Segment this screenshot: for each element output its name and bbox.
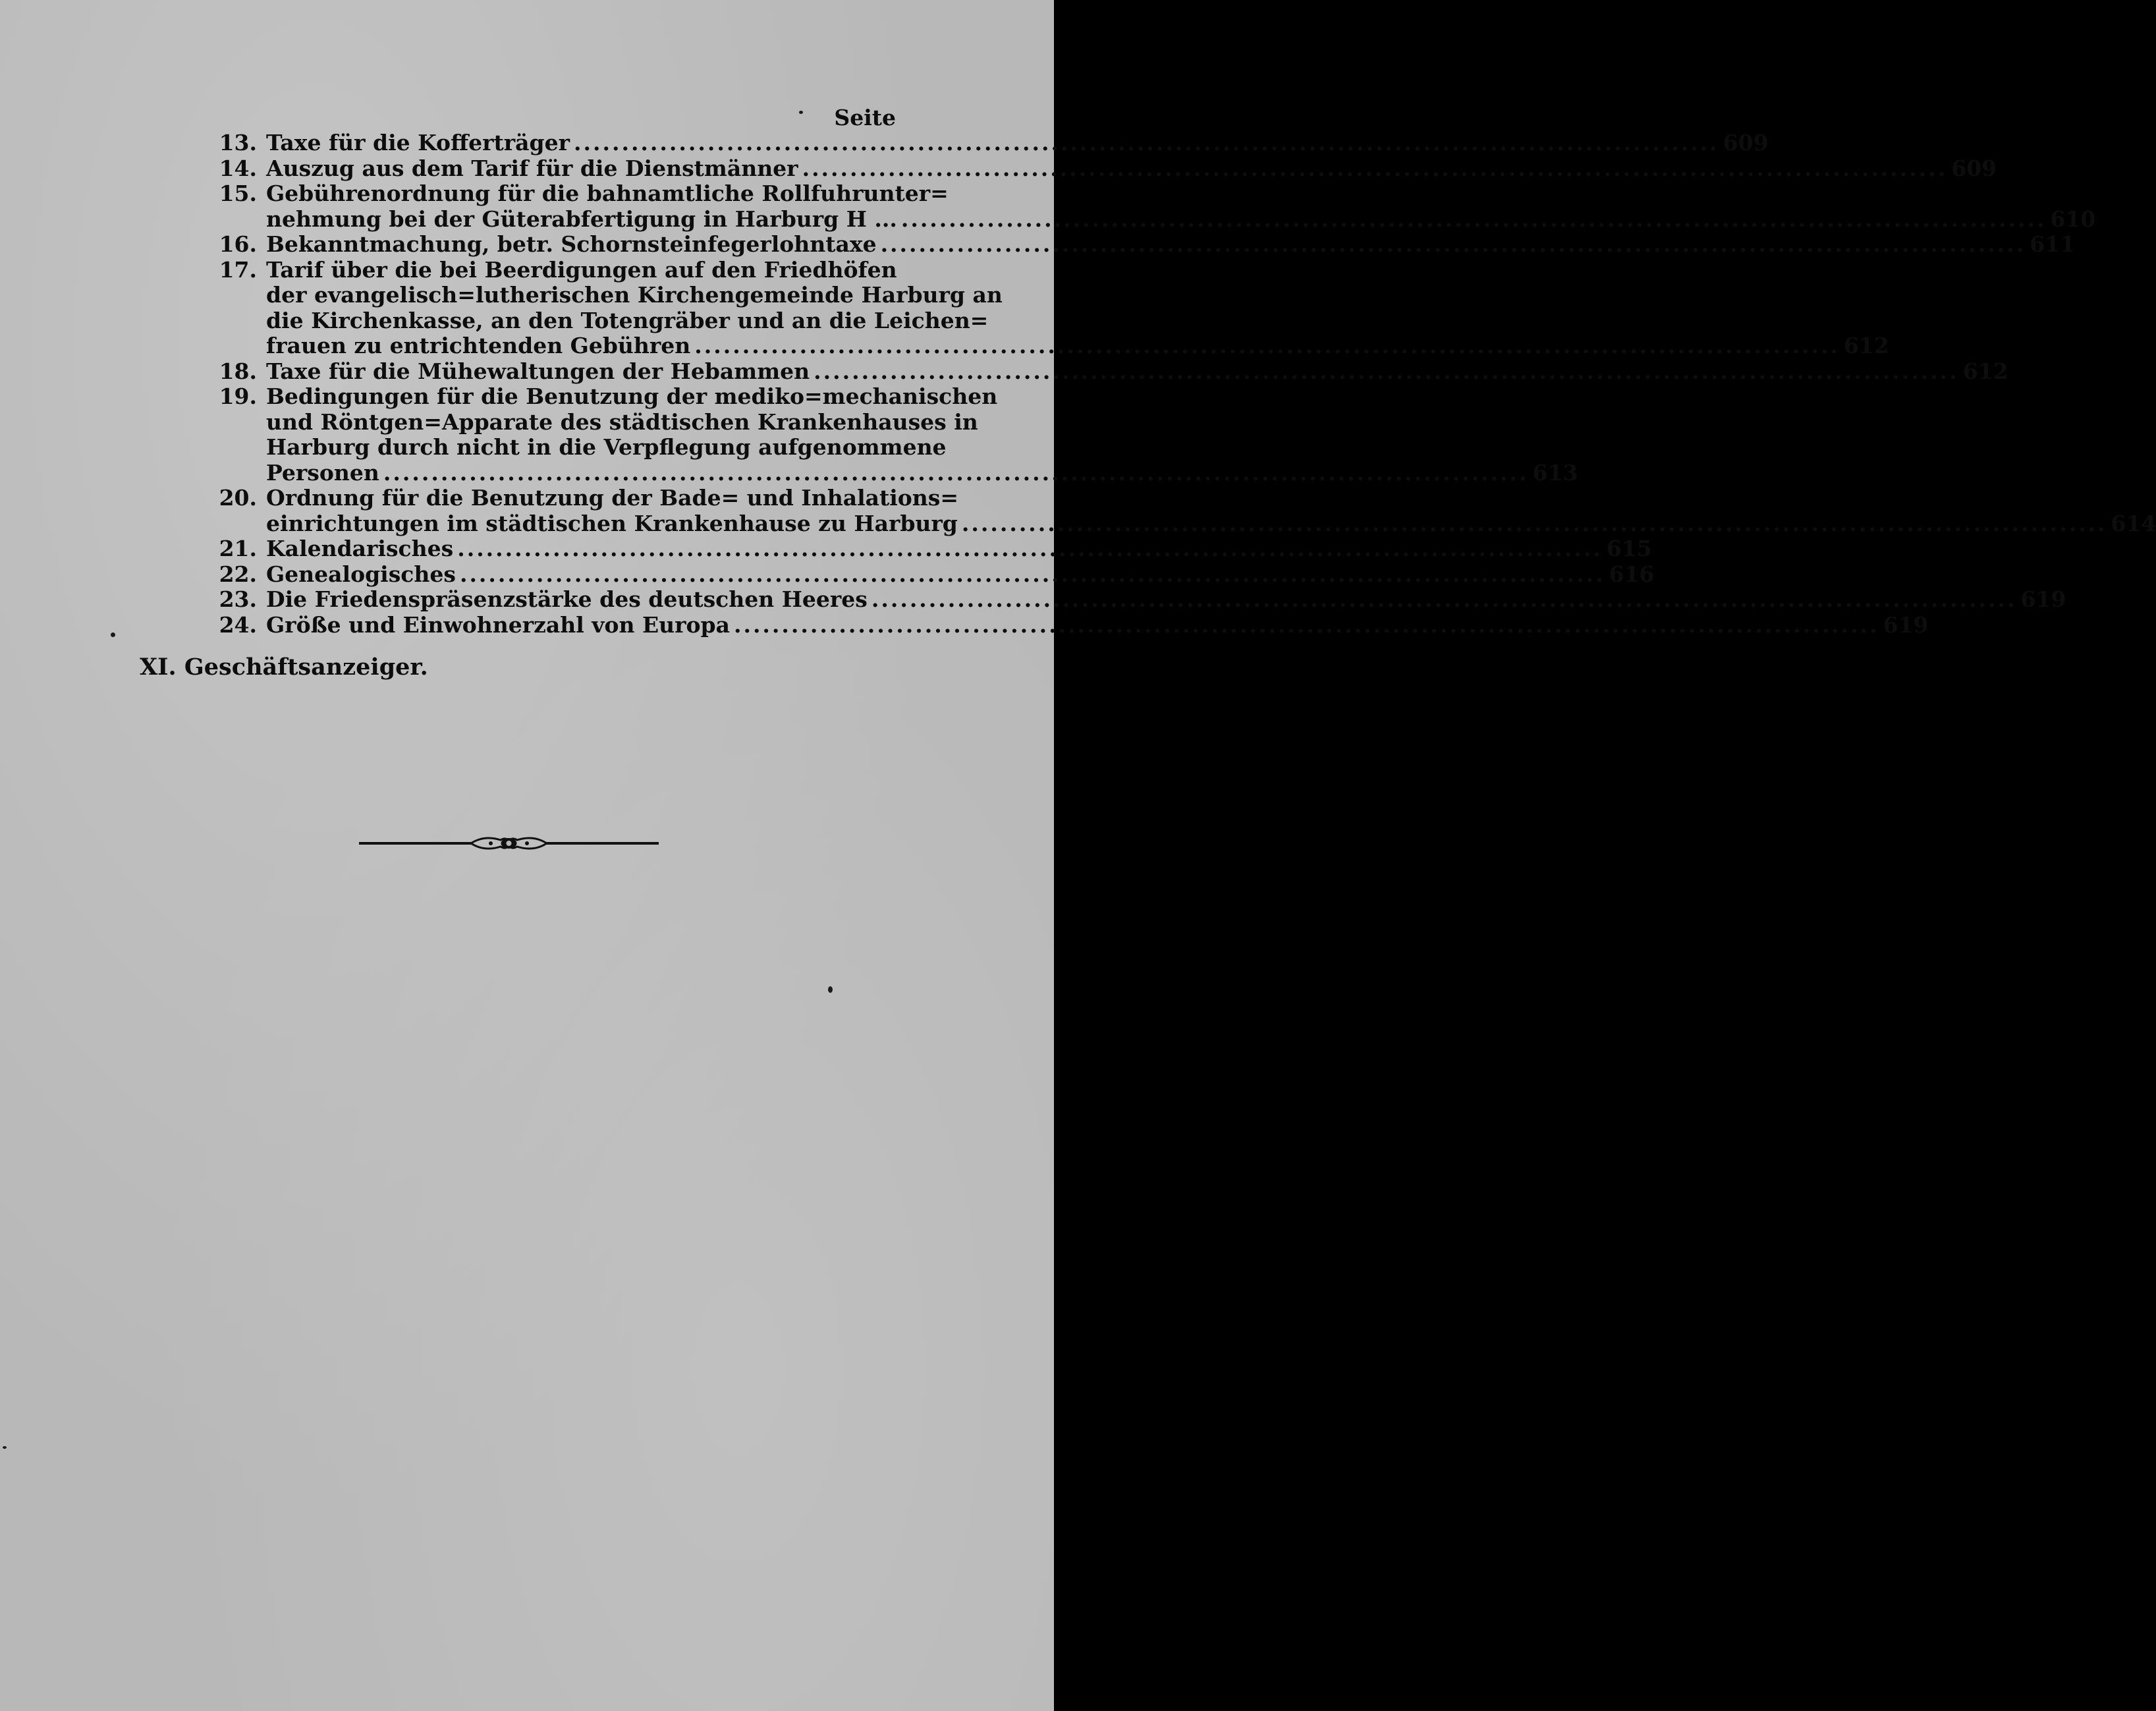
entry-title bbox=[266, 155, 1997, 182]
entry-line bbox=[266, 256, 897, 283]
toc-entry bbox=[212, 611, 1929, 638]
entry-line-text: Auszug aus dem Tarif für die Dienstmänner bbox=[266, 155, 798, 181]
dot-leader: ........................................................................................................................ bbox=[802, 155, 1948, 181]
page-number: 613 bbox=[1532, 459, 1578, 486]
toc-entry bbox=[212, 485, 2156, 536]
dot-leader: ........................................................................................................................ bbox=[574, 130, 1719, 155]
entry-line-text: nehmung bei der Güterabfertigung in Harburg H ... bbox=[266, 206, 897, 232]
entry-number: 22. bbox=[219, 561, 257, 587]
dot-leader: ........................................................................................................................ bbox=[457, 536, 1603, 561]
entry-title bbox=[266, 231, 2076, 258]
entry-number: 19. bbox=[219, 383, 257, 409]
entry-line bbox=[266, 408, 978, 435]
entry-line bbox=[266, 181, 949, 207]
entry-line-text: Taxe für die Kofferträger bbox=[266, 130, 570, 155]
entry-line-text: die Kirchenkasse, an den Totengräber und an die Leichen= bbox=[266, 307, 989, 333]
entry-line bbox=[266, 130, 1769, 156]
ink-speck bbox=[3, 1446, 7, 1449]
dot-leader: ........................................................................................................................ bbox=[694, 333, 1840, 358]
entry-number: 23. bbox=[219, 586, 257, 612]
entry-title bbox=[266, 383, 1578, 486]
toc-entry bbox=[212, 181, 2096, 232]
entry-number: 20. bbox=[219, 485, 257, 511]
toc-entry bbox=[212, 536, 1652, 562]
dot-leader: ........................................................................................................................ bbox=[880, 231, 2026, 257]
entry-title bbox=[266, 181, 2096, 232]
section-heading-xi: XI. Geschäftsanzeiger. bbox=[140, 654, 428, 681]
entry-line-text: Taxe für die Mühewaltungen der Hebammen bbox=[266, 358, 810, 384]
page-number: 609 bbox=[1723, 130, 1769, 155]
entry-line bbox=[266, 383, 998, 410]
entry-line bbox=[266, 536, 1652, 562]
entry-line-text: Personen bbox=[266, 459, 379, 486]
page-number: 610 bbox=[2050, 206, 2096, 232]
dot-leader: ........................................................................................................................ bbox=[871, 586, 2017, 612]
entry-line bbox=[266, 155, 1997, 182]
entry-title bbox=[266, 611, 1929, 638]
entry-title bbox=[266, 586, 2066, 613]
page-number: 612 bbox=[1843, 333, 1889, 358]
page-number: 609 bbox=[1951, 155, 1997, 181]
entry-line bbox=[266, 358, 2008, 385]
dot-leader: ........................................................................................................................ bbox=[459, 561, 1605, 587]
page-number: 615 bbox=[1606, 536, 1652, 561]
entry-title bbox=[266, 561, 1655, 588]
entry-number: 17. bbox=[219, 256, 257, 283]
entry-line bbox=[266, 206, 2096, 233]
entry-title bbox=[266, 536, 1652, 562]
entry-line-text: und Röntgen=Apparate des städtischen Krankenhauses in bbox=[266, 408, 978, 435]
entry-number: 16. bbox=[219, 231, 257, 257]
ink-speck bbox=[828, 986, 833, 993]
entry-line-text: Ordnung für die Benutzung der Bade= und Inhalations= bbox=[266, 485, 959, 511]
entry-title bbox=[266, 256, 1889, 359]
entry-number: 15. bbox=[219, 181, 257, 206]
table-of-contents bbox=[212, 105, 2156, 638]
entry-line-text: Bedingungen für die Benutzung der mediko=mechanischen bbox=[266, 383, 998, 409]
entry-title bbox=[266, 485, 2156, 536]
entry-line-text: einrichtungen im städtischen Krankenhause zu Harburg bbox=[266, 510, 958, 536]
entry-line bbox=[266, 611, 1929, 638]
page-number: 619 bbox=[2020, 586, 2066, 612]
entry-line-text: Harburg durch nicht in die Verpflegung aufgenommene bbox=[266, 434, 947, 460]
toc-entry bbox=[212, 256, 1889, 359]
entry-line-text: Bekanntmachung, betr. Schornsteinfegerlohntaxe bbox=[266, 231, 877, 257]
ink-speck bbox=[799, 111, 803, 114]
entry-line-text: Tarif über die bei Beerdigungen auf den Friedhöfen bbox=[266, 256, 897, 283]
entry-line bbox=[266, 510, 2156, 537]
entry-line bbox=[266, 485, 959, 511]
dot-leader: ........................................................................................................................ bbox=[383, 459, 1529, 486]
toc-entry bbox=[212, 231, 2076, 258]
entry-line-text: Kalendarisches bbox=[266, 536, 454, 561]
dot-leader: ........................................................................................................................ bbox=[814, 358, 1959, 384]
seite-column-header: Seite bbox=[834, 105, 896, 130]
dot-leader: ........................................................................................................................ bbox=[733, 611, 1879, 638]
entry-number: 21. bbox=[219, 536, 257, 561]
entry-line-text: frauen zu entrichtenden Gebühren bbox=[266, 333, 691, 358]
decorative-divider bbox=[359, 827, 659, 860]
entry-line bbox=[266, 307, 989, 334]
entry-line bbox=[266, 333, 1889, 359]
page-number: 611 bbox=[2030, 231, 2076, 257]
page-number: 619 bbox=[1883, 611, 1929, 638]
toc-entry bbox=[212, 561, 1655, 588]
toc-entry bbox=[212, 586, 2066, 613]
entry-number: 18. bbox=[219, 358, 257, 384]
toc-entry bbox=[212, 155, 1997, 182]
dot-leader: ........................................................................................................................ bbox=[900, 206, 2047, 232]
toc-entry bbox=[212, 358, 2008, 385]
entry-line bbox=[266, 434, 947, 461]
entry-number: 24. bbox=[219, 611, 257, 638]
entry-title bbox=[266, 358, 2008, 385]
dot-leader: ........................................................................................................................ bbox=[961, 510, 2107, 536]
entry-number: 13. bbox=[219, 130, 257, 155]
entry-line-text: Genealogisches bbox=[266, 561, 456, 587]
page-number: 612 bbox=[1962, 358, 2008, 384]
entry-line bbox=[266, 586, 2066, 613]
entry-number: 14. bbox=[219, 155, 257, 181]
ink-speck bbox=[111, 632, 115, 637]
entry-line-text: Größe und Einwohnerzahl von Europa bbox=[266, 611, 730, 638]
entry-line bbox=[266, 231, 2076, 258]
toc-entry bbox=[212, 130, 1769, 156]
entry-line bbox=[266, 459, 1578, 486]
page-number: 614 bbox=[2111, 510, 2156, 536]
entry-line-text: Die Friedenspräsenzstärke des deutschen Heeres bbox=[266, 586, 868, 612]
entry-line bbox=[266, 282, 1003, 308]
entry-title bbox=[266, 130, 1769, 156]
toc-entry bbox=[212, 383, 1578, 486]
entry-line-text: Gebührenordnung für die bahnamtliche Rollfuhrunter= bbox=[266, 181, 949, 206]
page-number: 616 bbox=[1609, 561, 1655, 587]
entry-line-text: der evangelisch=lutherischen Kirchengemeinde Harburg an bbox=[266, 282, 1003, 308]
entry-line bbox=[266, 561, 1655, 588]
